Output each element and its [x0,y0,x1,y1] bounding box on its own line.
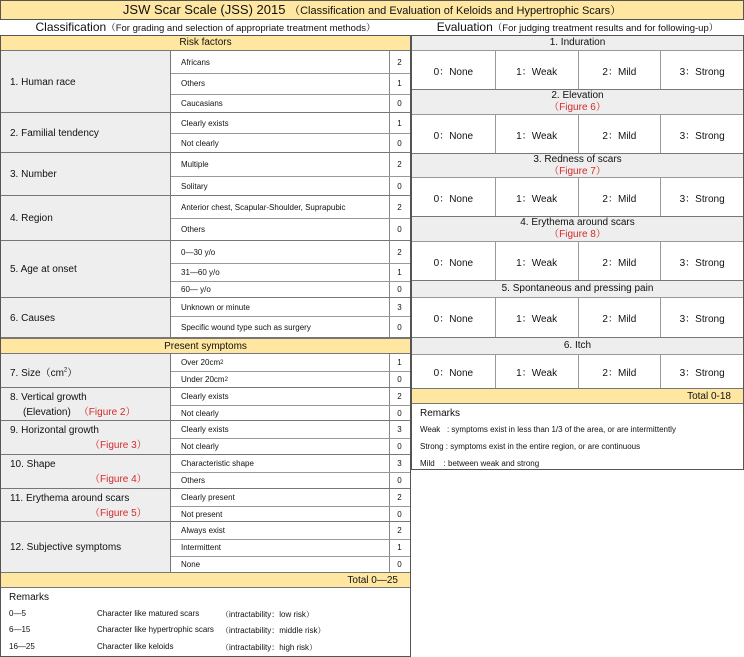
evaluation-item-header [412,216,743,242]
option-label: Multiple [181,160,209,169]
option-score: 0 [397,322,402,332]
remark-description: Character like keloids [97,642,174,651]
grade-cell: 2：Mild [578,298,661,337]
criteria-name: 11. Erythema around scars [10,492,130,504]
option-text [171,316,390,338]
option-text [171,51,390,73]
risk-factors-header [1,36,410,51]
option-text: Over 20cm 2 [171,354,390,371]
criteria-label [1,522,171,573]
evaluation-grade-row [412,115,743,153]
option-score: 2 [397,160,402,169]
grade-cell: 1：Weak [495,298,578,337]
row-divider [171,472,410,473]
criteria-label [1,298,171,338]
figure-reference: （Figure 3） [90,440,147,451]
remark-range: 16—25 [9,642,35,651]
criteria-name: 4. Region [10,213,53,224]
option-row [171,241,409,263]
option-row [171,455,409,472]
classification-total-text: Total 0—25 [347,575,398,586]
option-text [171,281,390,298]
option-label: Clearly exists [181,392,229,401]
option-label: Anterior chest, Scapular-Shoulder, Suprapubic [181,202,346,212]
option-label: Clearly exists [181,425,229,434]
row-divider [171,263,410,264]
remark-line: Mild : between weak and strong [420,459,540,468]
option-row [171,263,409,281]
option-label: Always exist [181,526,226,535]
option-text [171,506,390,522]
option-text [171,263,390,281]
option-score: 2 [397,526,402,535]
row-divider [171,371,410,372]
remark-description: Character like hypertrophic scars [97,625,214,634]
option-text [171,113,390,133]
criteria-group [1,241,410,298]
figure-reference: （Figure 6） [549,102,606,113]
evaluation-item-title: 3. Redness of scars [533,153,622,165]
figure-reference: （Figure 4） [90,474,147,485]
title-text: JSW Scar Scale (JSS) 2015 [122,2,286,17]
option-score: 1 [397,118,402,128]
row-divider [171,506,410,507]
remark-line: Strong : symptoms exist in the entire region, or are continuous [420,442,641,451]
remarks-title: Remarks [9,592,50,603]
option-score: 2 [397,202,402,212]
option-label: Others [181,225,206,234]
remark-description: Character like matured scars [97,609,200,618]
remark-line: Weak : symptoms exist in less than 1/3 of the area, or are intermittently [420,425,676,434]
option-text [171,298,390,316]
evaluation-grade-row [412,298,743,337]
figure-reference: （Figure 7） [549,165,606,177]
option-text [171,455,390,472]
option-row [171,421,409,438]
figure-reference: （Figure 2） [78,406,136,418]
evaluation-item-title: 6. Itch [563,340,592,351]
criteria-name: 3. Number [10,169,57,180]
option-row [171,522,409,539]
evaluation-remarks [412,404,743,470]
title-subtitle: （Classification and Evaluation of Keloids and Hypertrophic Scars） [289,5,622,17]
criteria-name-extra: (Elevation) [23,406,71,418]
option-row [171,354,409,371]
option-score: 3 [397,459,402,468]
option-label: Caucasians [181,99,223,108]
option-text [171,472,390,489]
option-row [171,298,409,316]
option-row [171,73,409,94]
grade-cell: 3：Strong [660,355,743,388]
option-label: Others [181,476,206,485]
criteria-label [1,51,171,113]
option-row [171,506,409,522]
option-label: 31—60 y/o [181,267,220,277]
criteria-group [1,522,410,573]
evaluation-item-title: 2. Elevation [551,90,604,101]
evaluation-item-title: 5. Spontaneous and pressing pain [501,283,654,294]
criteria-group [1,113,410,153]
option-label: Characteristic shape [181,459,254,468]
option-score: 0 [397,375,402,384]
criteria-name [10,364,170,379]
option-row [171,281,409,298]
option-score: 3 [397,425,402,434]
classification-remarks [1,588,410,657]
criteria-name-line2 [10,403,170,418]
grade-cell: 3：Strong [660,298,743,337]
option-score: 0 [397,181,402,191]
criteria-group [1,388,410,421]
figure-reference: （Figure 5） [90,507,147,519]
option-label: Not clearly [181,442,219,451]
evaluation-item-header [412,337,743,355]
option-row [171,113,409,133]
option-score: 0 [397,408,402,418]
option-row [171,539,409,556]
criteria-group [1,153,410,196]
classification-note: （For grading and selection of appropriate treatment methods） [106,23,376,34]
option-score: 0 [397,138,402,148]
option-text [171,556,390,573]
risk-factors-label: Risk factors [179,37,232,48]
option-score: 0 [397,442,402,451]
evaluation-total-text: Total 0-18 [687,391,731,402]
criteria-name: 1. Human race [10,76,76,88]
option-score: 2 [397,493,402,502]
option-label: Unknown or minute [181,302,250,312]
criteria-label [1,153,171,196]
option-label: Not clearly [181,408,219,418]
grade-cell: 2：Mild [578,51,661,89]
criteria-group-size [1,354,410,388]
option-text [171,405,390,421]
option-label: Not clearly [181,138,219,148]
option-text: Under 20cm 2 [171,371,390,388]
option-label: 60— y/o [181,285,211,294]
option-label: Africans [181,57,210,67]
grade-cell: 1：Weak [495,355,578,388]
option-score: 0 [397,509,402,519]
option-text [171,438,390,455]
criteria-group [1,455,410,489]
row-divider [171,73,410,74]
grade-cell: 3：Strong [660,242,743,280]
criteria-label [1,455,171,489]
present-symptoms-header [1,338,410,354]
option-score: 2 [397,57,402,67]
option-label: Specific wound type such as surgery [181,322,311,332]
present-symptoms-label: Present symptoms [164,341,247,352]
row-divider [171,316,410,317]
criteria-name: 9. Horizontal growth [10,425,99,436]
row-divider [171,94,410,95]
option-text [171,133,390,153]
criteria-group [1,421,410,455]
criteria-name: 6. Causes [10,312,56,324]
classification-heading-text: Classification [35,20,107,34]
row-divider [171,405,410,406]
evaluation-total [412,388,743,404]
option-score: 1 [397,358,402,367]
evaluation-item-title: 4. Erythema around scars [520,217,635,228]
remarks-title: Remarks [420,408,461,419]
criteria-name: 8. Vertical growth [10,391,87,403]
option-row [171,388,409,405]
criteria-group [1,298,410,338]
option-score: 1 [397,543,402,552]
criteria-label [1,421,171,455]
size-label-end: ） [67,367,78,379]
option-row [171,94,409,113]
option-text [171,241,390,263]
criteria-group [1,196,410,241]
criteria-label [1,354,171,388]
grade-cell: 0：None [433,130,474,142]
grade-cell: 2：Mild [578,115,661,153]
option-score: 0 [397,99,402,108]
option-row [171,556,409,573]
row-divider [171,539,410,540]
option-row [171,153,409,176]
grade-cell: 3：Strong [660,115,743,153]
figure-reference: （Figure 8） [549,229,606,240]
grade-cell: 2：Mild [578,242,661,280]
option-row [171,371,409,388]
criteria-name: 2. Familial tendency [10,127,99,139]
grade-cell: 2：Mild [578,355,661,388]
classification-heading [0,20,411,35]
evaluation-grade-row [412,355,743,388]
option-label: Clearly present [181,493,235,502]
option-score: 3 [397,302,402,312]
remark-risk: （intractability：middle risk） [221,626,326,635]
criteria-label [1,241,171,298]
grade-cell: 3：Strong [660,178,743,216]
option-label: Not present [181,509,223,519]
evaluation-heading [411,20,744,35]
grade-cell: 0：None [433,193,474,205]
criteria-name: 10. Shape [10,459,56,470]
grade-cell: 1：Weak [495,178,578,216]
criteria-name: 5. Age at onset [10,264,77,275]
option-label: None [181,560,201,569]
evaluation-item-header [412,153,743,178]
option-text [171,522,390,539]
evaluation-grade-row [412,178,743,216]
option-text [171,153,390,176]
evaluation-note: （For judging treatment results and for following-up） [492,23,719,34]
option-label: 0—30 y/o [181,247,216,257]
row-divider [171,133,410,134]
option-row [171,196,409,218]
remark-risk: （intractability：low risk） [221,610,314,619]
grade-cell: 1：Weak [495,242,578,280]
option-label: Intermittent [181,543,222,552]
grade-cell: 1：Weak [495,115,578,153]
option-score: 0 [397,476,402,485]
option-text [171,421,390,438]
option-row [171,405,409,421]
criteria-group [1,489,410,522]
option-score: 2 [397,247,402,257]
grade-cell: 2：Mild [578,178,661,216]
option-text [171,196,390,218]
option-label: Others [181,79,206,88]
criteria-label [1,196,171,241]
evaluation-grade-row [412,51,743,89]
criteria-name: 12. Subjective symptoms [10,542,122,553]
option-score: 1 [397,267,402,277]
row-divider [171,556,410,557]
remark-risk: （intractability：high risk） [221,643,318,652]
grade-cell: 0：None [433,66,474,78]
grade-cell: 0：None [433,257,474,269]
option-label: Solitary [181,181,208,191]
evaluation-item-title: 1. Induration [549,37,606,48]
option-row [171,316,409,338]
size-label: 7. Size（cm [10,367,64,379]
option-score: 0 [397,225,402,234]
option-row [171,489,409,506]
row-divider [171,176,410,177]
evaluation-item-header [412,36,743,51]
option-text [171,94,390,113]
grade-cell: 1：Weak [495,51,578,89]
option-score: 0 [397,285,402,294]
remark-range: 0—5 [9,609,26,618]
option-text [171,539,390,556]
row-divider [171,218,410,219]
option-row [171,438,409,455]
option-score: 0 [397,560,402,569]
grade-cell: 0：None [433,368,474,379]
criteria-label [1,388,171,421]
evaluation-item-header [412,280,743,298]
evaluation-grade-row [412,242,743,280]
criteria-label [1,113,171,153]
grade-cell: 0：None [433,314,474,325]
option-text [171,73,390,94]
row-divider [171,281,410,282]
remark-range: 6—15 [9,625,31,634]
option-text [171,218,390,241]
grade-cell: 3：Strong [660,51,743,89]
option-row [171,472,409,489]
row-divider [171,438,410,439]
option-text [171,388,390,405]
criteria-group [1,51,410,113]
option-score: 2 [397,392,402,401]
criteria-label [1,489,171,522]
option-text [171,176,390,196]
option-row [171,133,409,153]
classification-total [1,573,410,588]
option-row [171,218,409,241]
size-sup: 2 [63,367,68,374]
option-label: Clearly exists [181,118,229,128]
page-title [0,0,744,20]
option-text [171,489,390,506]
option-row [171,51,409,73]
option-row [171,176,409,196]
option-label: Under 20cm [181,375,225,384]
option-label: Over 20cm [181,358,221,367]
option-score: 1 [397,79,402,88]
evaluation-item-header [412,89,743,115]
evaluation-heading-text: Evaluation [436,20,493,34]
